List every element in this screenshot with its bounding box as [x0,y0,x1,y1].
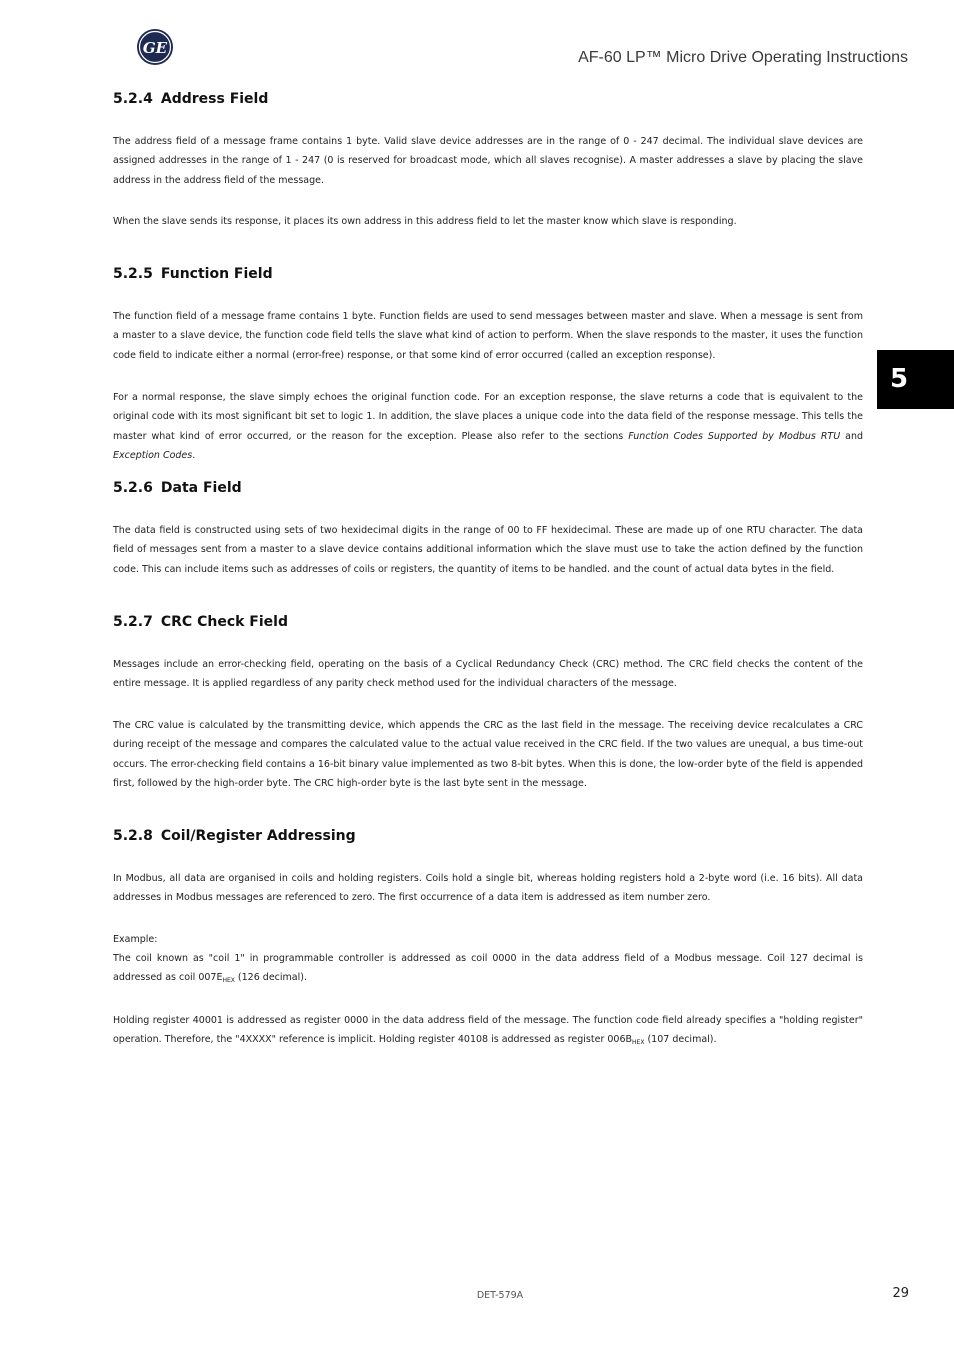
section-heading-crc-check-field [113,614,288,630]
paragraph-text: The coil known as "coil 1" in programmable controller is addressed as coil 0000 in the data address field of a Modbus message. Coil 127 decimal is addressed as coil 007E [113,953,863,984]
hex-subscript: HEX [632,1039,645,1047]
paragraph [113,949,863,989]
paragraph: When the slave sends its response, it places its own address in this address field to let the master know which slave is responding. [113,216,737,227]
section-reference: Exception Codes [113,450,193,462]
paragraph-text: Holding register 40001 is addressed as register 0000 in the data address field of the message. The function code field already specifies a "holding register" operation. Therefore, the "4XXXX" reference is implicit. Holding register 40108 is addressed as register 006B [113,1015,863,1046]
section-title: Function Field [160,266,273,282]
paragraph: The data field is constructed using sets of two hexidecimal digits in the range of 00 to FF hexidecimal. These are made up of one RTU character. The data field of messages sent from a master to a slave device contains additional information which the slave must use to take the action defined by the function code. This can include items such as addresses of coils or registers, the quantity of items to be handled. and the count of actual data bytes in the field. [113,525,863,575]
ge-logo [136,28,174,66]
paragraph-text: and [840,430,863,442]
section-number: 5.2.7 [113,614,153,630]
section-title: Address Field [160,91,269,107]
section-title: Coil/Register Addressing [160,828,356,844]
document-title: AF-60 LP™ Micro Drive Operating Instructions [578,49,908,66]
page-number: 29 [892,1286,909,1301]
paragraph-text: For a normal response, the slave simply echoes the original function code. For an exception response, the slave returns a code that is equivalent to the original code with its most significant bit set to logic 1. In addition, the slave places a unique code into the data field of the response message. This tells the master what kind of error occurred, or the reason for the exception. Please also refer to the sections [113,392,863,442]
paragraph-text: . [192,450,196,462]
paragraph: The CRC value is calculated by the transmitting device, which appends the CRC as the last field in the message. The receiving device recalculates a CRC during receipt of the message and compares the calculated value to the actual value received in the CRC field. If the two values are unequal, a bus time-out occurs. The error-checking field contains a 16-bit binary value implemented as two 8-bit bytes. When this is done, the low-order byte of the field is appended first, followed by the high-order byte. The CRC high-order byte is the last byte sent in the message. [113,720,863,790]
section-title: CRC Check Field [160,614,288,630]
hex-subscript: HEX [222,977,235,985]
section-heading-data-field [113,480,242,496]
section-number: 5.2.8 [113,828,153,844]
paragraph-text: (126 decimal). [234,972,307,984]
section-number: 5.2.5 [113,266,153,282]
document-code: DET-579A [476,1290,524,1301]
paragraph-text: (107 decimal). [644,1034,717,1046]
section-number: 5.2.6 [113,480,153,496]
section-heading-function-field [113,266,273,282]
paragraph: The address field of a message frame contains 1 byte. Valid slave device addresses are in the range of 0 - 247 decimal. The individual slave devices are assigned addresses in the range of 1 - 247 (0 is reserved for broadcast mode, which all slaves recognise). A master addresses a slave by placing the slave address in the address field of the message. [113,136,863,186]
paragraph: In Modbus, all data are organised in coils and holding registers. Coils hold a single bit, whereas holding registers hold a 2-byte word (i.e. 16 bits). All data addresses in Modbus messages are referenced to zero. The first occurrence of a data item is addressed as item number zero. [113,873,863,904]
section-number: 5.2.4 [113,91,153,107]
example-label: Example: [113,934,158,945]
paragraph [113,1011,863,1051]
paragraph: Messages include an error-checking field, operating on the basis of a Cyclical Redundancy Check (CRC) method. The CRC field checks the content of the entire message. It is applied regardless of any parity check method used for the individual characters of the message. [113,659,863,690]
chapter-tab: 5 [877,350,954,409]
section-reference: Function Codes Supported by Modbus RTU [628,430,841,442]
section-heading-address-field [113,91,268,107]
section-title: Data Field [160,480,242,496]
paragraph [113,388,863,466]
paragraph: The function field of a message frame contains 1 byte. Function fields are used to send messages between master and slave. When a message is sent from a master to a slave device, the function code field tells the slave what kind of action to perform. When the slave responds to the master, it uses the function code field to indicate either a normal (error-free) response, or that some kind of error occurred (called an exception response). [113,311,863,361]
ge-logo-text: GE [142,39,168,57]
section-heading-coil-register-addressing [113,828,356,844]
